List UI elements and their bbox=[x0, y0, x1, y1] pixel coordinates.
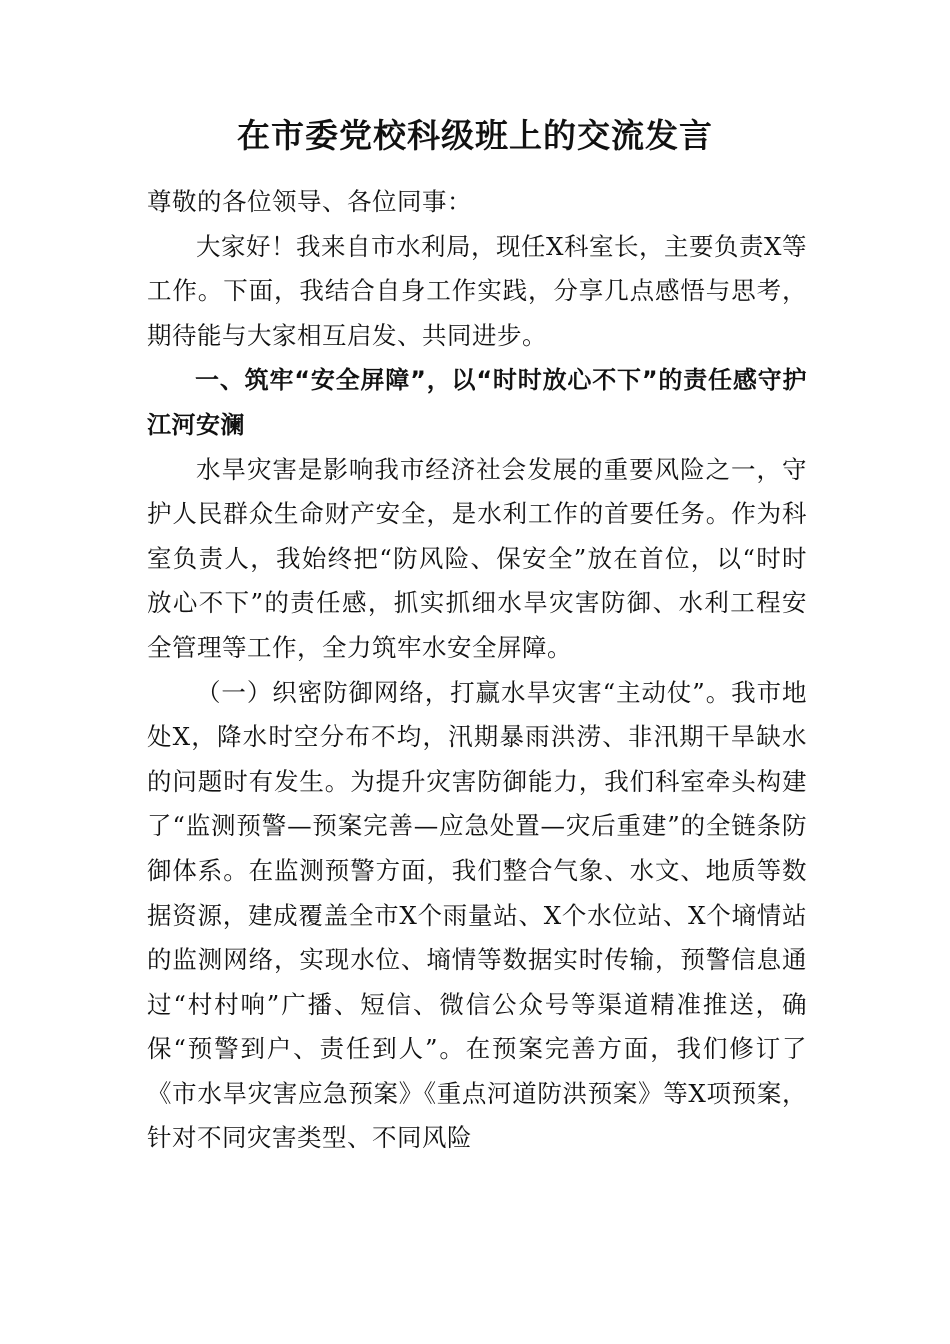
document-body bbox=[147, 180, 807, 1161]
paragraph-subsection-1: （一）织密防御网络，打赢水旱灾害“主动仗”。我市地处X，降水时空分布不均，汛期暴雨洪涝、非汛期干旱缺水的问题时有发生。为提升灾害防御能力，我们科室牵头构建了“监测预警—预案完善—应急处置—灾后重建”的全链条防御体系。在监测预警方面，我们整合气象、水文、地质等数据资源，建成覆盖全市X个雨量站、X个水位站、X个墒情站的监测网络，实现水位、墒情等数据实时传输，预警信息通过“村村响”广播、短信、微信公众号等渠道精准推送，确保“预警到户、责任到人”。在预案完善方面，我们修订了《市水旱灾害应急预案》《重点河道防洪预案》等X项预案，针对不同灾害类型、不同风险 bbox=[147, 677, 807, 1153]
paragraph-section-1-body: 水旱灾害是影响我市经济社会发展的重要风险之一，守护人民群众生命财产安全，是水利工作的首要任务。作为科室负责人，我始终把“防风险、保安全”放在首位，以“时时放心不下”的责任感，抓实抓细水旱灾害防御、水利工程安全管理等工作，全力筑牢水安全屏障。 bbox=[147, 454, 807, 662]
paragraph-intro: 大家好！我来自市水利局，现任X科室长，主要负责X等工作。下面，我结合自身工作实践，分享几点感悟与思考，期待能与大家相互启发、共同进步。 bbox=[147, 231, 807, 350]
salutation: 尊敬的各位领导、各位同事： bbox=[147, 187, 472, 216]
section-heading-1: 一、筑牢“安全屏障”，以“时时放心不下”的责任感守护江河安澜 bbox=[147, 366, 807, 439]
document-title: 在市委党校科级班上的交流发言 bbox=[237, 116, 713, 155]
